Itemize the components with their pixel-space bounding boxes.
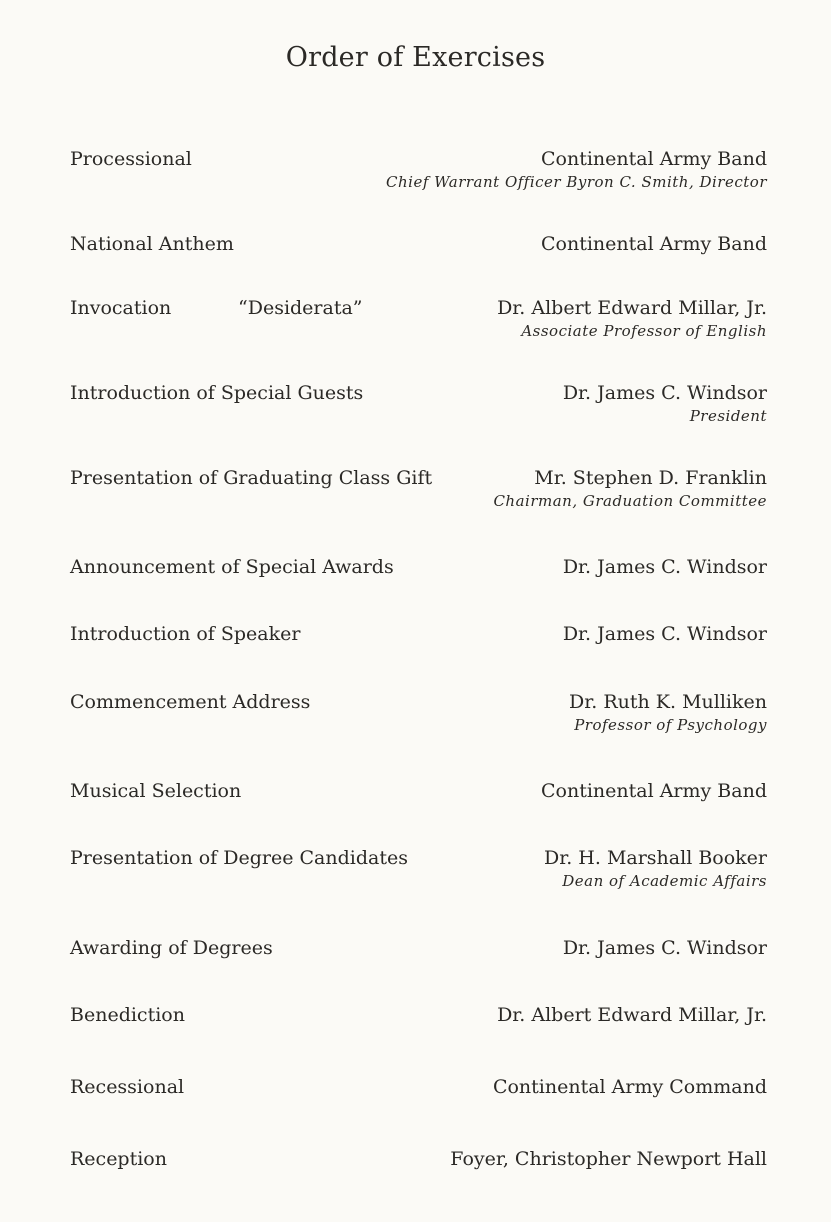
item-person: Dr. H. Marshall Booker [543, 847, 767, 869]
item-label: Introduction of Special Guests [70, 382, 364, 404]
item-person: Continental Army Band [540, 233, 767, 255]
item-role: Chairman, Graduation Committee [493, 492, 767, 510]
item-person: Continental Army Band [540, 780, 767, 802]
item-person: Continental Army Band [540, 148, 767, 170]
item-person: Dr. James C. Windsor [562, 382, 767, 404]
item-role: Associate Professor of English [521, 322, 767, 340]
item-label: National Anthem [70, 233, 234, 255]
item-role: Dean of Academic Affairs [562, 872, 767, 890]
item-label: Benediction [70, 1004, 185, 1026]
item-label: Reception [70, 1148, 167, 1170]
page-title: Order of Exercises [285, 42, 546, 73]
item-label: Recessional [70, 1076, 185, 1098]
item-label: Commencement Address [70, 691, 311, 713]
item-label: Invocation [70, 297, 172, 319]
item-label: Musical Selection [70, 780, 242, 802]
item-label: Introduction of Speaker [70, 623, 301, 645]
item-label: Presentation of Graduating Class Gift [70, 467, 433, 489]
item-role: Professor of Psychology [574, 716, 767, 734]
item-subtitle: “Desiderata” [238, 297, 363, 319]
item-person: Dr. Ruth K. Mulliken [569, 691, 767, 713]
item-person: Foyer, Christopher Newport Hall [450, 1148, 767, 1170]
item-role: President [689, 407, 767, 425]
item-label: Processional [70, 148, 192, 170]
item-person: Mr. Stephen D. Franklin [534, 467, 767, 489]
item-person: Dr. James C. Windsor [562, 937, 767, 959]
item-role: Chief Warrant Officer Byron C. Smith, Director [386, 173, 767, 191]
item-person: Dr. James C. Windsor [562, 623, 767, 645]
item-person: Dr. Albert Edward Millar, Jr. [497, 297, 767, 319]
item-person: Dr. Albert Edward Millar, Jr. [497, 1004, 767, 1026]
item-label: Announcement of Special Awards [70, 556, 394, 578]
item-label: Awarding of Degrees [70, 937, 273, 959]
item-person: Dr. James C. Windsor [562, 556, 767, 578]
item-person: Continental Army Command [492, 1076, 767, 1098]
item-label: Presentation of Degree Candidates [70, 847, 408, 869]
